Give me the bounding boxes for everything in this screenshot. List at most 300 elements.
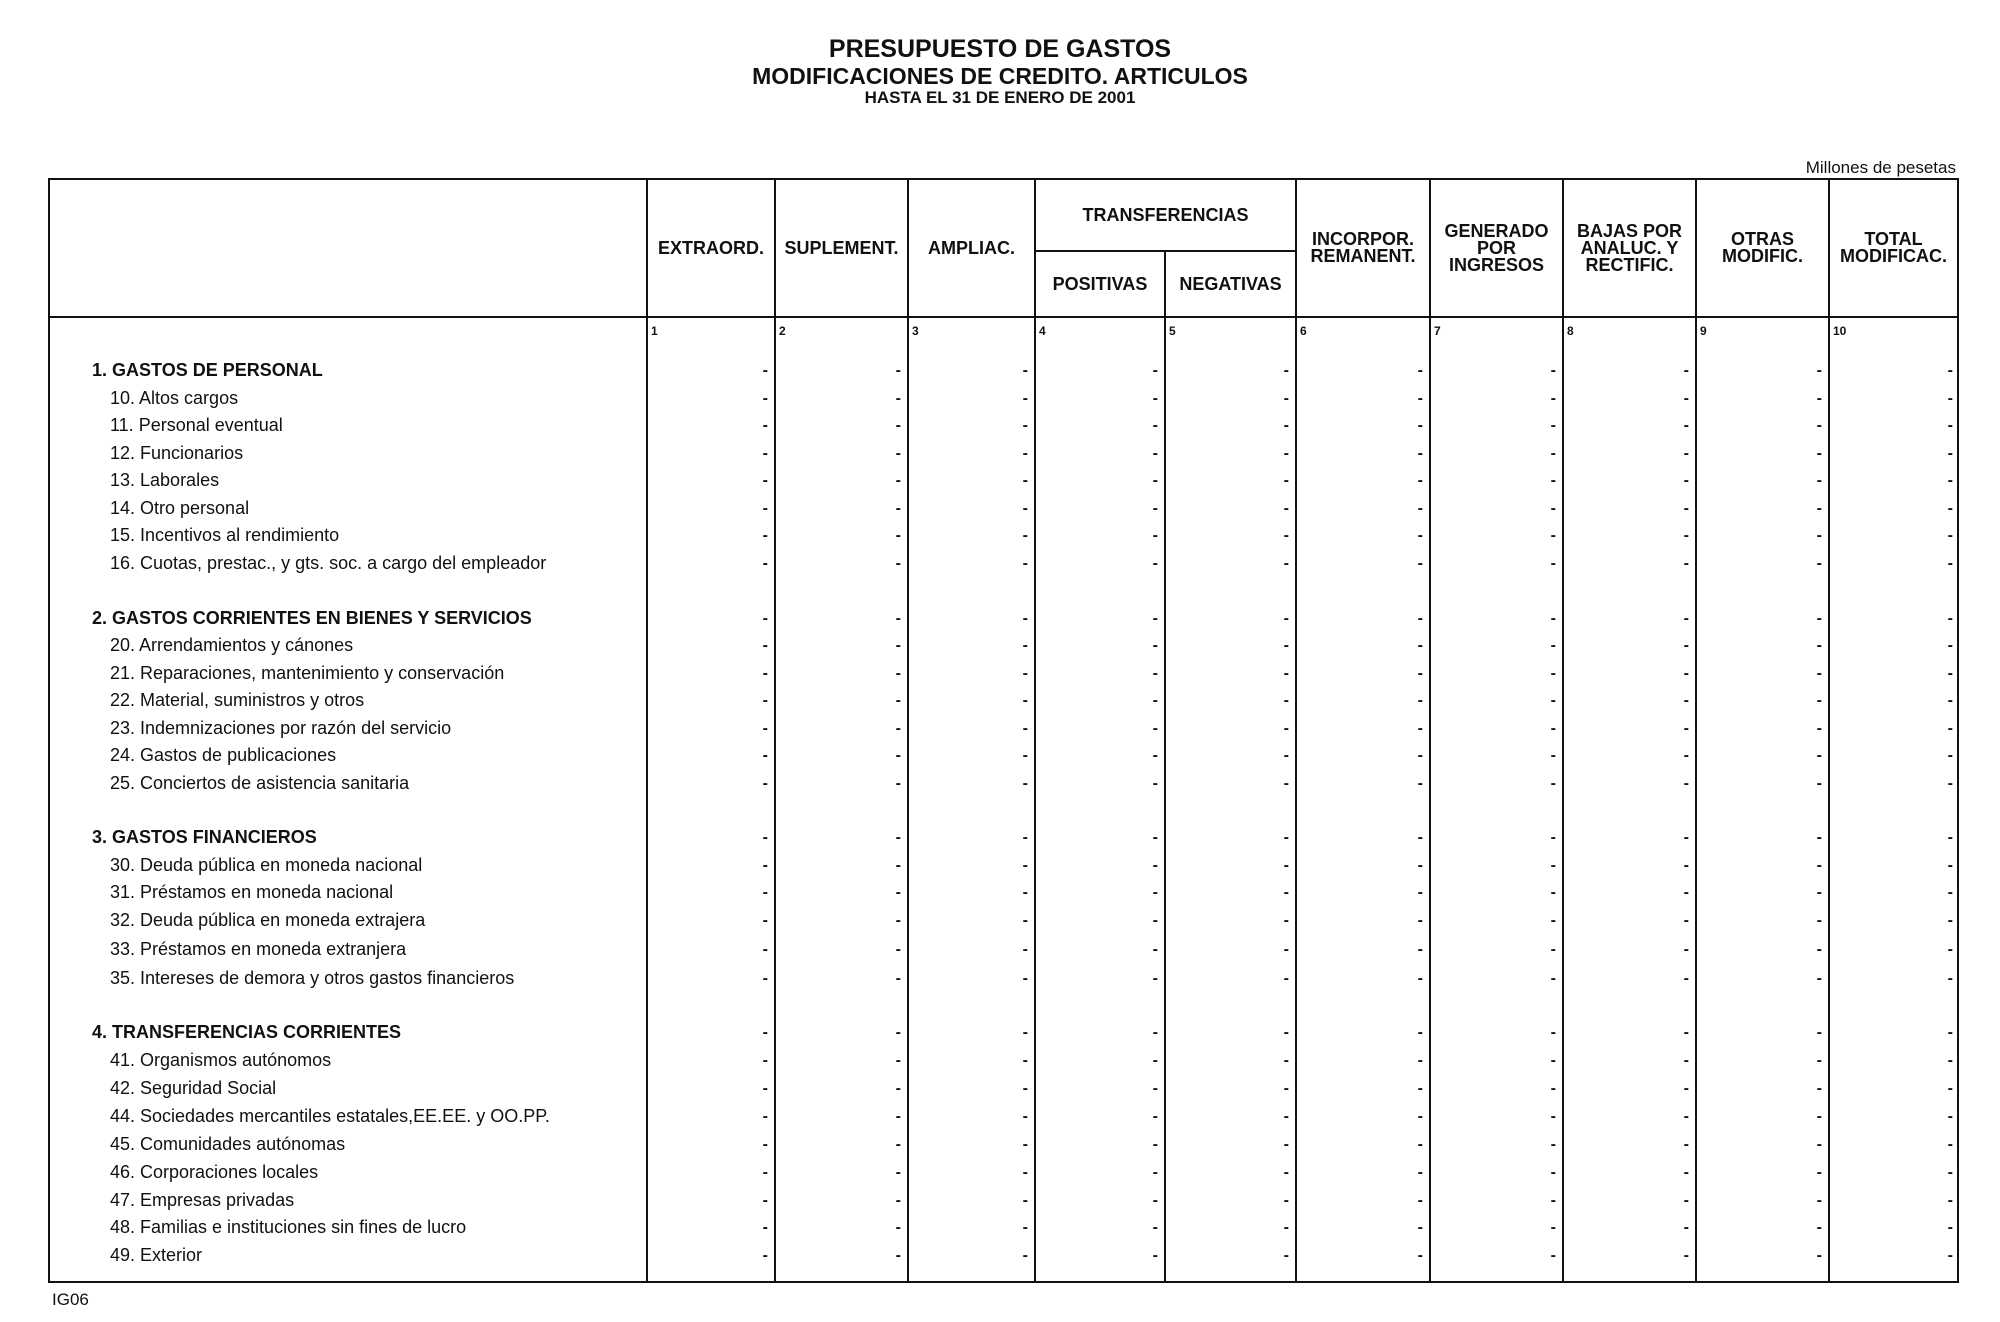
- row-label: 48. Familias e instituciones sin fines de lucro: [110, 1217, 467, 1237]
- value-cell: -: [1683, 417, 1689, 434]
- value-cell: -: [895, 1080, 901, 1097]
- report-date-range: HASTA EL 31 DE ENERO DE 2001: [864, 88, 1136, 107]
- value-cell: -: [762, 665, 768, 682]
- value-cell: -: [1550, 665, 1556, 682]
- value-cell: -: [1417, 720, 1423, 737]
- column-number: 9: [1700, 324, 1707, 338]
- value-cell: -: [1550, 857, 1556, 874]
- value-cell: -: [895, 417, 901, 434]
- value-cell: -: [1417, 829, 1423, 846]
- value-cell: -: [1152, 1052, 1158, 1069]
- value-cell: -: [1550, 970, 1556, 987]
- column-number: 2: [779, 324, 786, 338]
- value-cell: -: [1683, 941, 1689, 958]
- column-number: 1: [651, 324, 658, 338]
- value-cell: -: [1550, 941, 1556, 958]
- value-cell: -: [762, 829, 768, 846]
- value-cell: -: [1816, 362, 1822, 379]
- value-cell: -: [1022, 445, 1028, 462]
- header-otras-line: OTRAS: [1731, 229, 1794, 249]
- value-cell: -: [1152, 500, 1158, 517]
- value-cell: -: [1947, 1080, 1953, 1097]
- value-cell: -: [762, 970, 768, 987]
- value-cell: -: [895, 555, 901, 572]
- column-number: 8: [1567, 324, 1574, 338]
- value-cell: -: [1947, 829, 1953, 846]
- value-cell: -: [1022, 472, 1028, 489]
- value-cell: -: [1947, 720, 1953, 737]
- header-bajas: [1564, 180, 1695, 316]
- value-cell: -: [1550, 555, 1556, 572]
- value-cell: -: [1022, 941, 1028, 958]
- value-cell: -: [1947, 1136, 1953, 1153]
- value-cell: -: [1283, 747, 1289, 764]
- value-cell: -: [1417, 362, 1423, 379]
- column-divider: [1695, 180, 1697, 1281]
- column-number: 4: [1039, 324, 1046, 338]
- value-cell: -: [1947, 390, 1953, 407]
- value-cell: -: [1947, 1108, 1953, 1125]
- report-title: PRESUPUESTO DE GASTOS: [828, 35, 1172, 63]
- value-cell: -: [1417, 857, 1423, 874]
- value-cell: -: [895, 775, 901, 792]
- footer-code: IG06: [52, 1290, 89, 1309]
- value-cell: -: [1152, 610, 1158, 627]
- value-cell: -: [762, 417, 768, 434]
- value-cell: -: [1947, 1247, 1953, 1264]
- header-suplement: [776, 180, 907, 316]
- value-cell: -: [1816, 1192, 1822, 1209]
- value-cell: -: [1152, 1164, 1158, 1181]
- value-cell: -: [1283, 1080, 1289, 1097]
- value-cell: -: [1283, 692, 1289, 709]
- value-cell: -: [1283, 472, 1289, 489]
- value-cell: -: [1022, 637, 1028, 654]
- value-cell: -: [1816, 527, 1822, 544]
- value-cell: -: [762, 1164, 768, 1181]
- value-cell: -: [1550, 1247, 1556, 1264]
- value-cell: -: [1283, 775, 1289, 792]
- header-transferencias-text: TRANSFERENCIAS: [1082, 204, 1249, 225]
- value-cell: -: [1417, 472, 1423, 489]
- value-cell: -: [1816, 1024, 1822, 1041]
- header-generado-line: INGRESOS: [1448, 254, 1545, 275]
- value-cell: -: [1022, 610, 1028, 627]
- unit-note: Millones de pesetas: [1805, 158, 1956, 177]
- value-cell: -: [1152, 390, 1158, 407]
- value-cell: -: [1947, 747, 1953, 764]
- value-cell: -: [1816, 1247, 1822, 1264]
- header-total-line: MODIFICAC.: [1840, 246, 1947, 266]
- value-cell: -: [1947, 1192, 1953, 1209]
- column-divider: [907, 180, 909, 1281]
- row-label: 45. Comunidades autónomas: [110, 1134, 346, 1154]
- value-cell: -: [1683, 1052, 1689, 1069]
- value-cell: -: [1022, 829, 1028, 846]
- value-cell: -: [1947, 417, 1953, 434]
- row-label: 16. Cuotas, prestac., y gts. soc. a cargo del empleador: [110, 553, 547, 573]
- header-generado: [1431, 180, 1562, 316]
- value-cell: -: [1283, 610, 1289, 627]
- value-cell: -: [1022, 747, 1028, 764]
- value-cell: -: [1022, 1080, 1028, 1097]
- header-incorpor-line: REMANENT.: [1310, 246, 1416, 266]
- value-cell: -: [1947, 692, 1953, 709]
- value-cell: -: [1550, 829, 1556, 846]
- value-cell: -: [762, 445, 768, 462]
- value-cell: -: [1816, 445, 1822, 462]
- value-cell: -: [895, 829, 901, 846]
- row-label: 47. Empresas privadas: [110, 1190, 295, 1210]
- value-cell: -: [1417, 417, 1423, 434]
- value-cell: -: [1550, 1219, 1556, 1236]
- value-cell: -: [762, 747, 768, 764]
- header-positivas-text: POSITIVAS: [1052, 273, 1148, 294]
- value-cell: -: [762, 1052, 768, 1069]
- value-cell: -: [1152, 445, 1158, 462]
- value-cell: -: [895, 527, 901, 544]
- value-cell: -: [1022, 527, 1028, 544]
- value-cell: -: [762, 1108, 768, 1125]
- value-cell: -: [1947, 912, 1953, 929]
- value-cell: -: [895, 720, 901, 737]
- value-cell: -: [895, 445, 901, 462]
- value-cell: -: [1550, 720, 1556, 737]
- column-number: 7: [1434, 324, 1441, 338]
- value-cell: -: [1683, 720, 1689, 737]
- header-positivas: [1036, 252, 1164, 316]
- value-cell: -: [762, 555, 768, 572]
- value-cell: -: [1417, 941, 1423, 958]
- value-cell: -: [1022, 1164, 1028, 1181]
- value-cell: -: [1022, 775, 1028, 792]
- row-label: 44. Sociedades mercantiles estatales,EE.EE. y OO.PP.: [110, 1106, 550, 1126]
- value-cell: -: [1417, 390, 1423, 407]
- header-bajas-line: BAJAS POR: [1576, 220, 1683, 241]
- value-cell: -: [1417, 1080, 1423, 1097]
- value-cell: -: [1283, 362, 1289, 379]
- value-cell: -: [1152, 1192, 1158, 1209]
- value-cell: -: [1152, 775, 1158, 792]
- value-cell: -: [1947, 970, 1953, 987]
- value-cell: -: [1022, 1192, 1028, 1209]
- value-cell: -: [1283, 857, 1289, 874]
- value-cell: -: [1683, 692, 1689, 709]
- value-cell: -: [1550, 775, 1556, 792]
- value-cell: -: [895, 912, 901, 929]
- row-label: 15. Incentivos al rendimiento: [110, 525, 340, 545]
- value-cell: -: [762, 720, 768, 737]
- value-cell: -: [1417, 1108, 1423, 1125]
- value-cell: -: [1816, 1164, 1822, 1181]
- row-label: 14. Otro personal: [110, 498, 250, 518]
- value-cell: -: [1816, 857, 1822, 874]
- value-cell: -: [1283, 884, 1289, 901]
- value-cell: -: [762, 362, 768, 379]
- value-cell: -: [1816, 390, 1822, 407]
- row-label: 13. Laborales: [110, 470, 220, 490]
- value-cell: -: [1283, 1192, 1289, 1209]
- value-cell: -: [1283, 970, 1289, 987]
- value-cell: -: [1816, 637, 1822, 654]
- value-cell: -: [1283, 500, 1289, 517]
- value-cell: -: [1683, 747, 1689, 764]
- value-cell: -: [1152, 1024, 1158, 1041]
- value-cell: -: [1283, 555, 1289, 572]
- section-heading: 1. GASTOS DE PERSONAL: [92, 360, 323, 380]
- value-cell: -: [762, 500, 768, 517]
- value-cell: -: [1283, 527, 1289, 544]
- value-cell: -: [1550, 1052, 1556, 1069]
- header-incorpor-line: INCORPOR.: [1311, 229, 1414, 249]
- value-cell: -: [1022, 1052, 1028, 1069]
- row-label: 41. Organismos autónomos: [110, 1050, 332, 1070]
- value-cell: -: [1683, 884, 1689, 901]
- value-cell: -: [1683, 527, 1689, 544]
- value-cell: -: [895, 747, 901, 764]
- value-cell: -: [1417, 665, 1423, 682]
- header-bajas-line: ANALUC. Y: [1580, 237, 1679, 258]
- value-cell: -: [1417, 500, 1423, 517]
- value-cell: -: [762, 1219, 768, 1236]
- column-number: 5: [1169, 324, 1176, 338]
- value-cell: -: [1417, 1052, 1423, 1069]
- value-cell: -: [1683, 362, 1689, 379]
- value-cell: -: [1152, 665, 1158, 682]
- value-cell: -: [1283, 417, 1289, 434]
- value-cell: -: [1417, 637, 1423, 654]
- column-divider: [1164, 250, 1166, 1281]
- value-cell: -: [1816, 941, 1822, 958]
- value-cell: -: [1152, 637, 1158, 654]
- value-cell: -: [762, 1192, 768, 1209]
- value-cell: -: [1947, 1219, 1953, 1236]
- value-cell: -: [895, 692, 901, 709]
- value-cell: -: [1947, 775, 1953, 792]
- value-cell: -: [1947, 1024, 1953, 1041]
- value-cell: -: [762, 775, 768, 792]
- section-heading: 3. GASTOS FINANCIEROS: [92, 827, 317, 847]
- value-cell: -: [1816, 970, 1822, 987]
- value-cell: -: [1683, 1108, 1689, 1125]
- value-cell: -: [1683, 829, 1689, 846]
- value-cell: -: [1022, 912, 1028, 929]
- row-label: 35. Intereses de demora y otros gastos financieros: [110, 968, 515, 988]
- value-cell: -: [1947, 857, 1953, 874]
- header-bottom-rule: [50, 316, 1957, 318]
- value-cell: -: [1683, 555, 1689, 572]
- column-number: 6: [1300, 324, 1307, 338]
- value-cell: -: [762, 1136, 768, 1153]
- header-ampliac-text: AMPLIAC.: [928, 237, 1015, 258]
- value-cell: -: [1152, 884, 1158, 901]
- value-cell: -: [1816, 775, 1822, 792]
- value-cell: -: [1816, 472, 1822, 489]
- value-cell: -: [1152, 1136, 1158, 1153]
- value-cell: -: [1947, 555, 1953, 572]
- value-cell: -: [895, 1164, 901, 1181]
- value-cell: -: [1550, 1192, 1556, 1209]
- value-cell: -: [1816, 747, 1822, 764]
- value-cell: -: [895, 472, 901, 489]
- value-cell: -: [895, 1024, 901, 1041]
- value-cell: -: [1022, 970, 1028, 987]
- row-label: 49. Exterior: [110, 1245, 203, 1265]
- row-label: 23. Indemnizaciones por razón del servicio: [110, 718, 452, 738]
- value-cell: -: [1152, 417, 1158, 434]
- column-divider: [1295, 180, 1297, 1281]
- header-incorpor: [1297, 180, 1429, 316]
- value-cell: -: [1417, 527, 1423, 544]
- value-cell: -: [1550, 1024, 1556, 1041]
- value-cell: -: [1152, 857, 1158, 874]
- value-cell: -: [1417, 1219, 1423, 1236]
- value-cell: -: [1683, 610, 1689, 627]
- value-cell: -: [1550, 884, 1556, 901]
- value-cell: -: [1550, 390, 1556, 407]
- header-otras-line: MODIFIC.: [1722, 246, 1803, 266]
- header-total-line: TOTAL: [1864, 229, 1923, 249]
- value-cell: -: [1022, 555, 1028, 572]
- value-cell: -: [762, 1080, 768, 1097]
- value-cell: -: [1816, 1136, 1822, 1153]
- value-cell: -: [1816, 555, 1822, 572]
- value-cell: -: [762, 912, 768, 929]
- value-cell: -: [1816, 912, 1822, 929]
- value-cell: -: [1417, 555, 1423, 572]
- value-cell: -: [1417, 884, 1423, 901]
- value-cell: -: [1816, 829, 1822, 846]
- column-divider: [646, 180, 648, 1281]
- value-cell: -: [1683, 970, 1689, 987]
- value-cell: -: [1152, 912, 1158, 929]
- value-cell: -: [1283, 390, 1289, 407]
- row-label: 10. Altos cargos: [110, 388, 239, 408]
- value-cell: -: [1417, 445, 1423, 462]
- row-label: 12. Funcionarios: [110, 443, 244, 463]
- value-cell: -: [1683, 1247, 1689, 1264]
- value-cell: -: [1283, 941, 1289, 958]
- value-cell: -: [1816, 692, 1822, 709]
- value-cell: -: [1550, 747, 1556, 764]
- value-cell: -: [1683, 1219, 1689, 1236]
- value-cell: -: [1152, 1219, 1158, 1236]
- value-cell: -: [1550, 637, 1556, 654]
- value-cell: -: [1947, 665, 1953, 682]
- value-cell: -: [1947, 500, 1953, 517]
- value-cell: -: [762, 1024, 768, 1041]
- value-cell: -: [1816, 417, 1822, 434]
- value-cell: -: [895, 1136, 901, 1153]
- value-cell: -: [1283, 1136, 1289, 1153]
- value-cell: -: [895, 857, 901, 874]
- value-cell: -: [1417, 692, 1423, 709]
- value-cell: -: [1022, 692, 1028, 709]
- value-cell: -: [1947, 1052, 1953, 1069]
- value-cell: -: [1550, 362, 1556, 379]
- value-cell: -: [762, 472, 768, 489]
- report-subtitle: MODIFICACIONES DE CREDITO. ARTICULOS: [752, 63, 1248, 89]
- value-cell: -: [1152, 1247, 1158, 1264]
- section-heading: 2. GASTOS CORRIENTES EN BIENES Y SERVICIOS: [92, 608, 532, 628]
- value-cell: -: [1683, 1080, 1689, 1097]
- value-cell: -: [1816, 610, 1822, 627]
- value-cell: -: [1683, 1164, 1689, 1181]
- value-cell: -: [1022, 1024, 1028, 1041]
- value-cell: -: [1816, 1108, 1822, 1125]
- value-cell: -: [1947, 884, 1953, 901]
- budget-table: [48, 178, 1959, 1283]
- row-label: 21. Reparaciones, mantenimiento y conservación: [110, 663, 505, 683]
- value-cell: -: [1947, 527, 1953, 544]
- value-cell: -: [895, 884, 901, 901]
- value-cell: -: [1947, 362, 1953, 379]
- value-cell: -: [895, 610, 901, 627]
- value-cell: -: [1550, 692, 1556, 709]
- row-label: 33. Préstamos en moneda extranjera: [110, 939, 407, 959]
- row-label: 31. Préstamos en moneda nacional: [110, 882, 394, 902]
- value-cell: -: [895, 1108, 901, 1125]
- value-cell: -: [895, 1219, 901, 1236]
- row-label: 20. Arrendamientos y cánones: [110, 635, 354, 655]
- value-cell: -: [1022, 362, 1028, 379]
- value-cell: -: [762, 637, 768, 654]
- column-divider: [1562, 180, 1564, 1281]
- value-cell: -: [1417, 1164, 1423, 1181]
- value-cell: -: [1683, 1024, 1689, 1041]
- header-generado-line: GENERADO: [1444, 220, 1549, 241]
- value-cell: -: [1022, 1219, 1028, 1236]
- value-cell: -: [1283, 637, 1289, 654]
- value-cell: -: [1550, 417, 1556, 434]
- header-otras: [1697, 180, 1828, 316]
- value-cell: -: [1283, 665, 1289, 682]
- column-number: 3: [912, 324, 919, 338]
- value-cell: -: [1283, 912, 1289, 929]
- value-cell: -: [1683, 1136, 1689, 1153]
- value-cell: -: [1683, 500, 1689, 517]
- value-cell: -: [1947, 1164, 1953, 1181]
- value-cell: -: [895, 1192, 901, 1209]
- value-cell: -: [1816, 1052, 1822, 1069]
- value-cell: -: [1417, 610, 1423, 627]
- value-cell: -: [1683, 665, 1689, 682]
- value-cell: -: [1022, 390, 1028, 407]
- header-generado-line: POR: [1476, 237, 1516, 258]
- value-cell: -: [895, 1247, 901, 1264]
- value-cell: -: [1550, 1108, 1556, 1125]
- value-cell: -: [1550, 912, 1556, 929]
- value-cell: -: [895, 500, 901, 517]
- value-cell: -: [1022, 884, 1028, 901]
- row-label: 46. Corporaciones locales: [110, 1162, 319, 1182]
- value-cell: -: [1816, 720, 1822, 737]
- value-cell: -: [1283, 1024, 1289, 1041]
- header-bajas-line: RECTIFIC.: [1585, 254, 1674, 275]
- header-total: [1830, 180, 1957, 316]
- column-divider: [1429, 180, 1431, 1281]
- value-cell: -: [1683, 390, 1689, 407]
- value-cell: -: [1152, 747, 1158, 764]
- value-cell: -: [1152, 829, 1158, 846]
- value-cell: -: [1947, 941, 1953, 958]
- value-cell: -: [895, 390, 901, 407]
- value-cell: -: [1152, 1108, 1158, 1125]
- value-cell: -: [1550, 445, 1556, 462]
- value-cell: -: [1022, 417, 1028, 434]
- value-cell: -: [1683, 1192, 1689, 1209]
- column-number: 10: [1833, 324, 1847, 338]
